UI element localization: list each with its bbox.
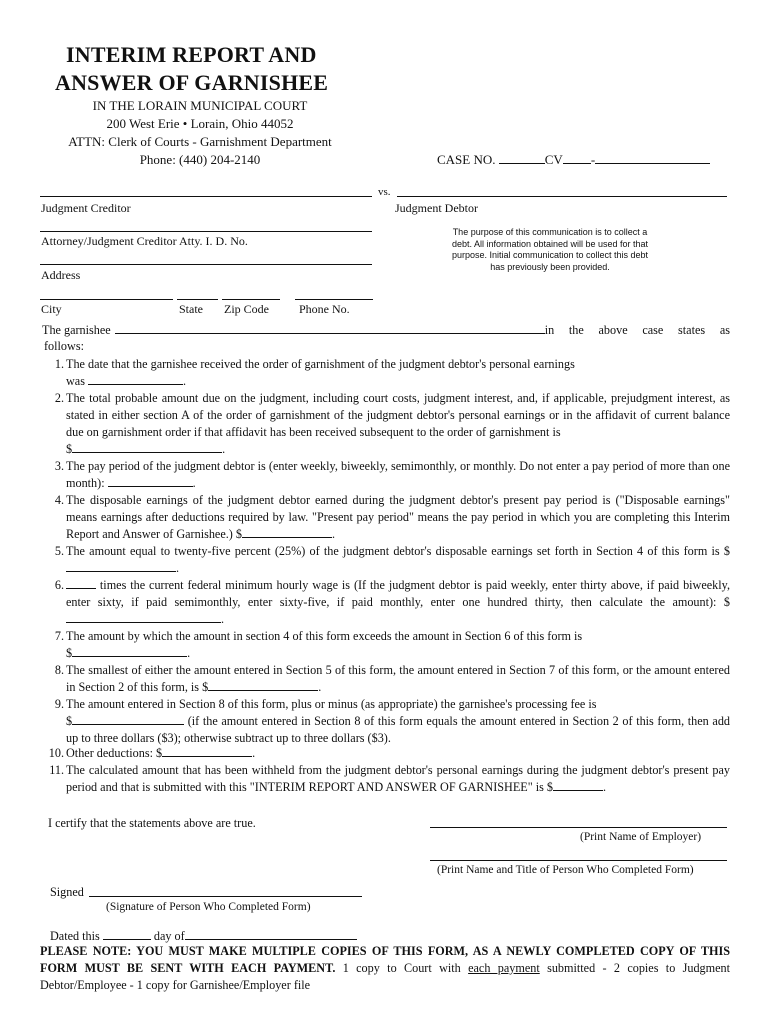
- pay-period-field[interactable]: [108, 475, 193, 487]
- item-number: 4.: [54, 493, 64, 507]
- item-number: 1.: [54, 357, 64, 371]
- garnishee-suffix: in the above case states as: [544, 323, 730, 337]
- dated-line: [50, 928, 357, 944]
- form-title-line1: INTERIM REPORT AND: [66, 42, 317, 67]
- processing-fee-amount-field[interactable]: [72, 713, 184, 725]
- item-text: The pay period of the judgment debtor is (enter weekly, biweekly, semimonthly, or monthly. Do not enter a pay period of more than one month):: [66, 459, 730, 490]
- attorney-label: Attorney/Judgment Creditor Atty. I. D. No.: [41, 234, 248, 248]
- item-2: [40, 390, 730, 458]
- attorney-line[interactable]: [40, 231, 372, 232]
- item-text: was: [66, 374, 85, 388]
- address-line[interactable]: [40, 264, 372, 265]
- item-text: .: [183, 374, 187, 388]
- please-note: [40, 943, 730, 994]
- item-text: times the current federal minimum hourly wage is (If the judgment debtor is paid weekly, enter thirty above, if paid biweekly, enter sixty, if paid semimonthly, enter sixty-five, if paid monthly, enter one hundred thirty, then calculate the amount): $: [66, 578, 730, 609]
- item-text: .: [318, 680, 322, 694]
- item-number: 3.: [54, 459, 64, 473]
- item-text: $: [66, 714, 73, 728]
- completer-name-label: (Print Name and Title of Person Who Completed Form): [437, 864, 694, 876]
- amount-due-field[interactable]: [72, 441, 222, 453]
- case-dash: -: [590, 152, 596, 167]
- item-7: [40, 628, 730, 662]
- dated-this-label: Dated this: [50, 929, 100, 943]
- case-cv: CV: [544, 152, 563, 167]
- item-text: The amount entered in Section 8 of this form, plus or minus (as appropriate) the garnishee's processing fee is: [66, 697, 597, 711]
- item-6: [40, 577, 730, 628]
- item-1: [40, 356, 730, 390]
- vs-label: vs.: [378, 186, 391, 198]
- disposable-earnings-field[interactable]: [242, 526, 332, 538]
- city-line[interactable]: [40, 299, 173, 300]
- judgment-creditor-line[interactable]: [40, 196, 372, 197]
- item-text: Other deductions: $: [66, 746, 163, 760]
- item-text: The date that the garnishee received the order of garnishment of the judgment debtor's personal earnings: [66, 357, 575, 371]
- item-text: The disposable earnings of the judgment debtor earned during the judgment debtor's present pay period is ("Disposable earnings" means earnings after deductions required by law. "Present pay period" means the pay period in which you are completing this Interim Report and Answer of Garnishee.) $: [66, 493, 730, 541]
- signature-line[interactable]: [89, 896, 362, 897]
- case-no-label: CASE NO.: [437, 152, 496, 167]
- item-number: 10.: [48, 746, 64, 760]
- item-text: .: [187, 646, 191, 660]
- item-text: $: [66, 646, 73, 660]
- item-11: [40, 762, 730, 796]
- item-9: [40, 696, 730, 747]
- item-4: [40, 492, 730, 543]
- case-cv-field[interactable]: [563, 152, 591, 164]
- item-3: [40, 458, 730, 492]
- state-line[interactable]: [177, 299, 218, 300]
- state-label: State: [179, 302, 203, 316]
- multiplier-field[interactable]: [66, 577, 96, 589]
- case-number: [437, 152, 710, 168]
- signed-label: Signed: [50, 885, 84, 899]
- item-text: The amount by which the amount in section 4 of this form exceeds the amount in Section 6 of this form is: [66, 629, 583, 643]
- completer-name-line[interactable]: [430, 860, 727, 861]
- address-label: Address: [41, 268, 81, 282]
- twenty-five-percent-field[interactable]: [66, 560, 176, 572]
- garnishee-statement: [42, 322, 730, 338]
- zip-line[interactable]: [222, 299, 280, 300]
- item-text: .: [222, 442, 226, 456]
- item-number: 7.: [54, 629, 64, 643]
- date-received-field[interactable]: [88, 373, 183, 385]
- item-text: .: [332, 527, 336, 541]
- case-suffix-field[interactable]: [595, 152, 710, 164]
- certify-statement: I certify that the statements above are true.: [48, 816, 256, 830]
- judgment-debtor-line[interactable]: [397, 196, 727, 197]
- item-8: [40, 662, 730, 696]
- item-text: .: [192, 476, 196, 490]
- case-number-field[interactable]: [499, 152, 545, 164]
- judgment-debtor-label: Judgment Debtor: [395, 201, 478, 215]
- phone-line[interactable]: [295, 299, 373, 300]
- please-note-bold: PLEASE NOTE: YOU MUST MAKE MULTIPLE COPIES OF THIS FORM, AS A NEWLY COMPLETED COPY OF THIS FORM MUST BE SENT WITH EACH PAYMENT.: [40, 944, 730, 975]
- employer-name-label: (Print Name of Employer): [580, 831, 702, 843]
- withheld-amount-field[interactable]: [553, 779, 603, 791]
- excess-amount-field[interactable]: [72, 645, 187, 657]
- court-phone: Phone: (440) 204-2140: [139, 152, 261, 167]
- garnishee-label: The garnishee: [42, 323, 111, 337]
- item-number: 8.: [54, 663, 64, 677]
- item-number: 9.: [54, 697, 64, 711]
- item-5: [40, 543, 730, 577]
- judgment-creditor-label: Judgment Creditor: [41, 201, 131, 215]
- other-deductions-field[interactable]: [162, 745, 252, 757]
- item-text: The smallest of either the amount entered in Section 5 of this form, the amount entered in Section 7 of this form, or the amount entered in Section 2 of this form, is $: [66, 663, 730, 694]
- item-number: 6.: [54, 578, 64, 592]
- phone-label: Phone No.: [299, 302, 350, 316]
- garnishee-follows: follows:: [44, 339, 84, 353]
- minimum-wage-amount-field[interactable]: [66, 611, 221, 623]
- court-name: IN THE LORAIN MUNICIPAL COURT: [92, 98, 308, 113]
- item-number: 2.: [54, 391, 64, 405]
- city-label: City: [41, 302, 62, 316]
- item-text: .: [603, 780, 607, 794]
- item-text: The amount equal to twenty-five percent (25%) of the judgment debtor's disposable earnings set forth in Section 4 of this form is $: [66, 544, 730, 558]
- item-text: .: [176, 561, 180, 575]
- please-note-text: 1 copy to Court with: [342, 961, 461, 975]
- employer-name-line[interactable]: [430, 827, 727, 828]
- garnishee-field[interactable]: [115, 322, 545, 334]
- item-text: (if the amount entered in Section 8 of this form equals the amount entered in Section 2 of this form, then add up to three dollars ($3); otherwise subtract up to three dollars ($3).: [66, 714, 731, 745]
- day-of-label: day of: [153, 929, 185, 943]
- item-text: The total probable amount due on the judgment, including court costs, judgment interest, and, if applicable, prejudgment interest, as stated in either section A of the order of garnishment of the judgment debtor's personal earnings or in the affidavit of current balance due on garnishment order if that affidavit has been received subsequent to the order of garnishment is: [66, 391, 730, 439]
- day-field[interactable]: [103, 928, 151, 940]
- please-note-underlined: each payment: [468, 961, 540, 975]
- item-text: .: [221, 612, 225, 626]
- item-text: The calculated amount that has been withheld from the judgment debtor's personal earnings during the judgment debtor's present pay period and that is submitted with this "INTERIM REPORT AND ANSWER OF GARNISHEE" is $: [66, 763, 730, 794]
- smallest-amount-field[interactable]: [208, 679, 318, 691]
- month-year-field[interactable]: [185, 928, 357, 940]
- form-title-line2: ANSWER OF GARNISHEE: [55, 70, 329, 95]
- court-address: 200 West Erie • Lorain, Ohio 44052: [106, 116, 294, 131]
- court-attention: ATTN: Clerk of Courts - Garnishment Department: [68, 134, 332, 149]
- item-text: .: [252, 746, 256, 760]
- zip-label: Zip Code: [224, 302, 269, 316]
- item-10: [40, 745, 730, 762]
- item-number: 5.: [54, 544, 64, 558]
- debt-collection-notice: The purpose of this communication is to collect a debt. All information obtained will be used for that purpose. Initial communication to collect this debt has previously been provided.: [451, 227, 649, 272]
- signature-label: (Signature of Person Who Completed Form): [106, 901, 311, 913]
- item-number: 11.: [49, 763, 64, 777]
- item-text: $: [66, 442, 73, 456]
- please-note-text-2: submitted - 2 copies to Judgment Debtor/Employee - 1 copy for Garnishee/Employer file: [40, 961, 731, 992]
